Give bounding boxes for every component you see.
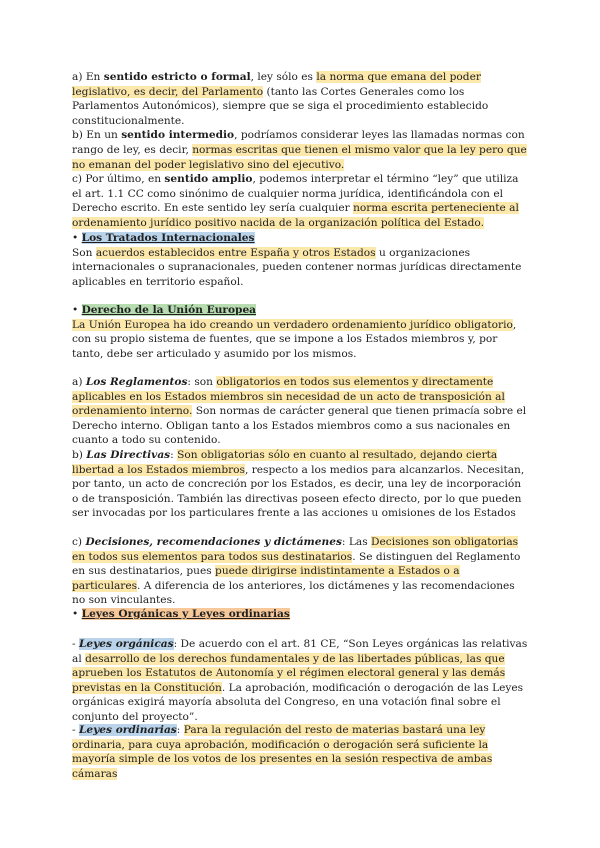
text: : Las xyxy=(341,536,372,548)
highlight: normas escritas que tienen el mismo valor que la ley pero que no emanan del poder legislativo sino del ejecutivo. xyxy=(72,143,527,171)
highlight: desarrollo de los derechos fundamentales y de las libertades públicas, las que aprueben los Estatutos de Autonomía y el régimen electoral general y las demás previstas en la Constitución xyxy=(72,652,506,694)
text: - xyxy=(72,724,79,736)
text: u organizaciones internacionales o supranacionales, pueden contener normas jurídicas directamente aplicables en territorio español. xyxy=(72,246,522,288)
text: , podemos interpretar el término “ley” que utiliza el art. 1.1 CC como sinónimo de cualquier norma jurídica, identificándola con el Derecho escrito. En este sentido ley sería cualquier xyxy=(72,173,519,215)
highlight: Para la regulación del resto de materias bastará una ley ordinaria, para cuya aprobación, modificación o derogación será suficiente la mayoría simple de los votos de los presentes en la sesión respectiva de ambas cámaras xyxy=(72,724,493,780)
highlight: puede dirigirse indistintamente a Estados o a particulares xyxy=(72,565,460,592)
section-ue xyxy=(72,303,530,361)
text: - xyxy=(72,638,79,650)
term-directivas: Las Directivas xyxy=(86,449,171,461)
highlight: norma escrita perteneciente al ordenamiento jurídico positivo nacida de la organización política del Estado. xyxy=(72,202,519,229)
text: b) xyxy=(72,449,87,461)
text: : De acuerdo con el art. 81 CE, “Son Leyes orgánicas las relativas al xyxy=(72,638,528,665)
section-heading-ue: Derecho de la Unión Europea xyxy=(81,304,257,316)
text: , ley sólo es xyxy=(250,71,317,83)
paragraph-leyes-organicas xyxy=(72,637,530,725)
highlight: la norma que emana del poder legislativo, es decir, del Parlamento xyxy=(72,71,481,98)
text: : xyxy=(170,449,178,461)
highlight: Son obligatorias sólo en cuanto al resultado, dejando cierta libertad a los Estados miembros xyxy=(72,449,498,476)
text: . A diferencia de los anteriores, los dictámenes y las recomendaciones no son vinculantes. xyxy=(72,579,515,607)
text: , respecto a los medios para alcanzarlos. Necesitan, por tanto, un acto de concreción por los Estados, es decir, una ley de incorporación o de transposición. También las directivas poseen efecto directo, por lo que pueden ser invocadas por los particulares frente a las acciones u omisiones de los Estados xyxy=(72,463,525,520)
text: : son xyxy=(187,376,217,388)
text: c) Por último, en xyxy=(72,173,165,186)
text: b) En un xyxy=(72,129,122,142)
bullet: • xyxy=(72,304,82,316)
term-sentido-amplio: sentido amplio xyxy=(164,173,253,186)
section-tratados xyxy=(72,231,530,289)
paragraph-leyes-ordinarias xyxy=(72,723,530,781)
term-leyes-organicas: Leyes orgánicas xyxy=(78,638,174,650)
term-sentido-intermedio: sentido intermedio xyxy=(121,129,235,142)
term-decisiones: Decisiones, recomendaciones y dictámenes xyxy=(85,536,342,548)
text: . Se distinguen del Reglamento en sus destinatarios, pues xyxy=(72,550,521,578)
text: , podríamos considerar leyes las llamadas normas con rango de ley, es decir, xyxy=(72,129,525,156)
bullet: • xyxy=(72,608,82,620)
text: a) xyxy=(72,376,86,388)
text: c) xyxy=(72,536,86,548)
text: Son normas de carácter general que tienen primacía sobre el Derecho interno. Obligan tanto a los Estados miembros como a sus nacionales en cuanto a todo su contenido. xyxy=(72,405,527,447)
highlight: obligatorios en todos sus elementos y directamente aplicables en los Estados miembros sin necesidad de un acto de transposición al ordenamiento interno. xyxy=(72,376,505,418)
highlight: acuerdos establecidos entre España y otros Estados xyxy=(95,246,376,259)
text: : xyxy=(176,724,184,736)
section-heading-leyes: Leyes Orgánicas y Leyes ordinarias xyxy=(81,608,290,620)
highlight: La Unión Europea ha ido creando un verdadero ordenamiento jurídico obligatorio xyxy=(72,318,513,331)
term-reglamentos: Los Reglamentos xyxy=(85,376,188,388)
text: (tanto las Cortes Generales como los Parlamentos Autonómicos), siempre que se siga el procedimiento establecido constitucionalmente. xyxy=(72,85,489,127)
paragraph-reglamentos xyxy=(72,375,530,448)
text: a) En xyxy=(72,71,104,83)
text: , con su propio sistema de fuentes, que se impone a los Estados miembros y, por tanto, debe ser articulado y asumido por los mismos. xyxy=(72,318,517,360)
highlight: Decisiones son obligatorias en todos sus elementos para todos sus destinatarios xyxy=(72,536,519,563)
paragraph-directivas xyxy=(72,448,530,521)
text: . La aprobación, modificación o derogación de las Leyes orgánicas exigirá mayoría absoluta del Congreso, en una votación final sobre el conjunto del proyecto”. xyxy=(72,681,524,723)
text: Son xyxy=(72,246,96,259)
term-sentido-estricto: sentido estricto o formal xyxy=(103,71,251,83)
section-heading-tratados: Los Tratados Internacionales xyxy=(81,232,255,244)
bullet: • xyxy=(72,232,82,244)
term-leyes-ordinarias: Leyes ordinarias xyxy=(78,724,177,736)
section-leyes xyxy=(72,607,530,622)
paragraph-decisiones xyxy=(72,535,530,608)
paragraph-tipos-ley xyxy=(72,70,530,231)
